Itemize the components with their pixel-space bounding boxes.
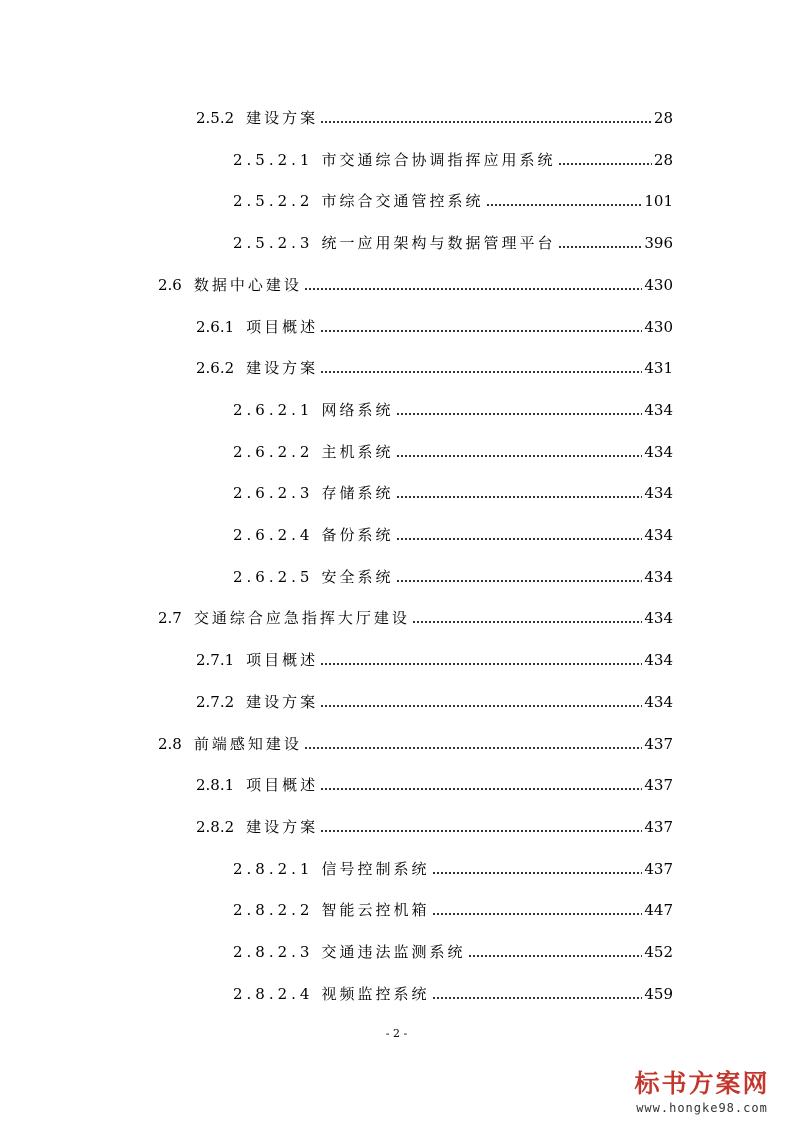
toc-entry-number: 2.5.2.2	[233, 192, 314, 210]
toc-entry-title: 项目概述	[246, 776, 319, 794]
toc-entry	[233, 565, 673, 589]
toc-entry-page: 434	[644, 443, 673, 461]
toc-entry	[196, 648, 673, 672]
toc-entry-number: 2.7.1	[196, 651, 235, 669]
toc-dot-leader	[396, 455, 643, 457]
toc-entry-number: 2.8.2	[196, 818, 235, 836]
toc-entry-title: 市综合交通管控系统	[321, 192, 484, 210]
toc-entry-number: 2.7.2	[196, 693, 235, 711]
toc-entry-number: 2.5.2.3	[233, 234, 314, 252]
toc-dot-leader	[468, 955, 643, 957]
toc-entry-page: 28	[653, 109, 673, 127]
toc-entry-title: 主机系统	[321, 443, 394, 461]
toc-entry	[196, 690, 673, 714]
toc-dot-leader	[396, 496, 643, 498]
toc-entry-page: 437	[644, 860, 673, 878]
toc-entry	[233, 440, 673, 464]
toc-entry-title: 存储系统	[321, 484, 394, 502]
toc-entry-number: 2.8.2.1	[233, 860, 314, 878]
toc-entry-title: 安全系统	[321, 568, 394, 586]
toc-entry-page: 437	[644, 776, 673, 794]
watermark	[627, 1068, 777, 1116]
toc-entry-page: 434	[644, 526, 673, 544]
toc-entry	[196, 773, 673, 797]
toc-entry	[196, 106, 673, 130]
toc-entry	[158, 732, 673, 756]
toc-entry	[233, 398, 673, 422]
toc-entry-title: 统一应用架构与数据管理平台	[321, 234, 556, 252]
toc-dot-leader	[320, 121, 652, 123]
toc-dot-leader	[304, 747, 642, 749]
toc-entry-page: 101	[644, 192, 673, 210]
toc-entry	[158, 606, 673, 630]
toc-entry	[196, 815, 673, 839]
toc-entry-page: 434	[644, 651, 673, 669]
toc-entry-title: 网络系统	[321, 401, 394, 419]
toc-entry	[196, 315, 673, 339]
toc-entry-page: 437	[644, 818, 673, 836]
toc-entry-number: 2.5.2.1	[233, 151, 314, 169]
toc-entry-page: 28	[653, 151, 673, 169]
toc-dot-leader	[432, 872, 643, 874]
toc-entry-title: 备份系统	[321, 526, 394, 544]
toc-entry-title: 项目概述	[246, 651, 319, 669]
toc-entry-page: 447	[644, 901, 673, 919]
toc-entry-title: 数据中心建设	[193, 276, 302, 294]
toc-dot-leader	[396, 580, 643, 582]
toc-entry-page: 452	[644, 943, 673, 961]
toc-entry-number: 2.6.2.3	[233, 484, 314, 502]
toc-entry-number: 2.8	[158, 735, 182, 753]
toc-entry-page: 430	[644, 276, 673, 294]
toc-dot-leader	[320, 371, 642, 373]
toc-dot-leader	[320, 705, 642, 707]
toc-entry-number: 2.6.2.2	[233, 443, 314, 461]
toc-entry-number: 2.6.2.5	[233, 568, 314, 586]
toc-entry-number: 2.8.2.2	[233, 901, 314, 919]
toc-entry-number: 2.6	[158, 276, 182, 294]
toc-entry-number: 2.7	[158, 609, 182, 627]
toc-entry-number: 2.6.2	[196, 359, 235, 377]
toc-entry	[196, 356, 673, 380]
toc-dot-leader	[396, 413, 643, 415]
toc-entry-page: 434	[644, 401, 673, 419]
toc-entry-title: 交通违法监测系统	[321, 943, 466, 961]
toc-dot-leader	[486, 204, 643, 206]
toc-entry	[233, 982, 673, 1006]
toc-entry-page: 396	[644, 234, 673, 252]
toc-entry-title: 视频监控系统	[321, 985, 430, 1003]
toc-entry-title: 智能云控机箱	[321, 901, 430, 919]
toc-entry-number: 2.6.2.4	[233, 526, 314, 544]
toc-entry-page: 459	[644, 985, 673, 1003]
toc-entry	[233, 148, 673, 172]
toc-entry-title: 项目概述	[246, 318, 319, 336]
toc-dot-leader	[320, 663, 642, 665]
toc-entry	[233, 523, 673, 547]
toc-entry-number: 2.6.2.1	[233, 401, 314, 419]
toc-entry	[233, 857, 673, 881]
toc-dot-leader	[432, 913, 643, 915]
toc-entry	[233, 481, 673, 505]
toc-dot-leader	[396, 538, 643, 540]
toc-entry-number: 2.8.1	[196, 776, 235, 794]
toc-entry-title: 建设方案	[246, 359, 319, 377]
toc-entry-title: 信号控制系统	[321, 860, 430, 878]
toc-entry-title: 市交通综合协调指挥应用系统	[321, 151, 556, 169]
toc-entry	[233, 898, 673, 922]
toc-entry-number: 2.6.1	[196, 318, 235, 336]
toc-entry-page: 434	[644, 568, 673, 586]
page-number: - 2 -	[385, 1027, 408, 1040]
toc-entry-page: 434	[644, 609, 673, 627]
toc-entry-page: 430	[644, 318, 673, 336]
toc-dot-leader	[412, 621, 642, 623]
toc-entry	[233, 231, 673, 255]
toc-dot-leader	[304, 288, 642, 290]
watermark-brand: 标书方案网	[634, 1069, 770, 1098]
toc-entry-number: 2.8.2.3	[233, 943, 314, 961]
toc-entry-number: 2.8.2.4	[233, 985, 314, 1003]
toc-dot-leader	[320, 330, 642, 332]
toc-entry-title: 建设方案	[246, 693, 319, 711]
toc-entry	[233, 940, 673, 964]
watermark-url: www.hongke98.com	[636, 1101, 768, 1115]
toc-dot-leader	[320, 788, 642, 790]
toc-entry-page: 434	[644, 693, 673, 711]
toc-entry-title: 建设方案	[246, 109, 319, 127]
toc-entry-page: 434	[644, 484, 673, 502]
toc-entry-page: 431	[644, 359, 673, 377]
toc-dot-leader	[320, 830, 642, 832]
toc-entry	[158, 273, 673, 297]
toc-dot-leader	[432, 997, 643, 999]
toc-entry-title: 建设方案	[246, 818, 319, 836]
toc-dot-leader	[558, 163, 652, 165]
toc-dot-leader	[558, 246, 643, 248]
toc-entry-page: 437	[644, 735, 673, 753]
toc-entry-title: 交通综合应急指挥大厅建设	[193, 609, 410, 627]
toc-entry	[233, 189, 673, 213]
toc-entry-number: 2.5.2	[196, 109, 235, 127]
toc-entry-title: 前端感知建设	[193, 735, 302, 753]
